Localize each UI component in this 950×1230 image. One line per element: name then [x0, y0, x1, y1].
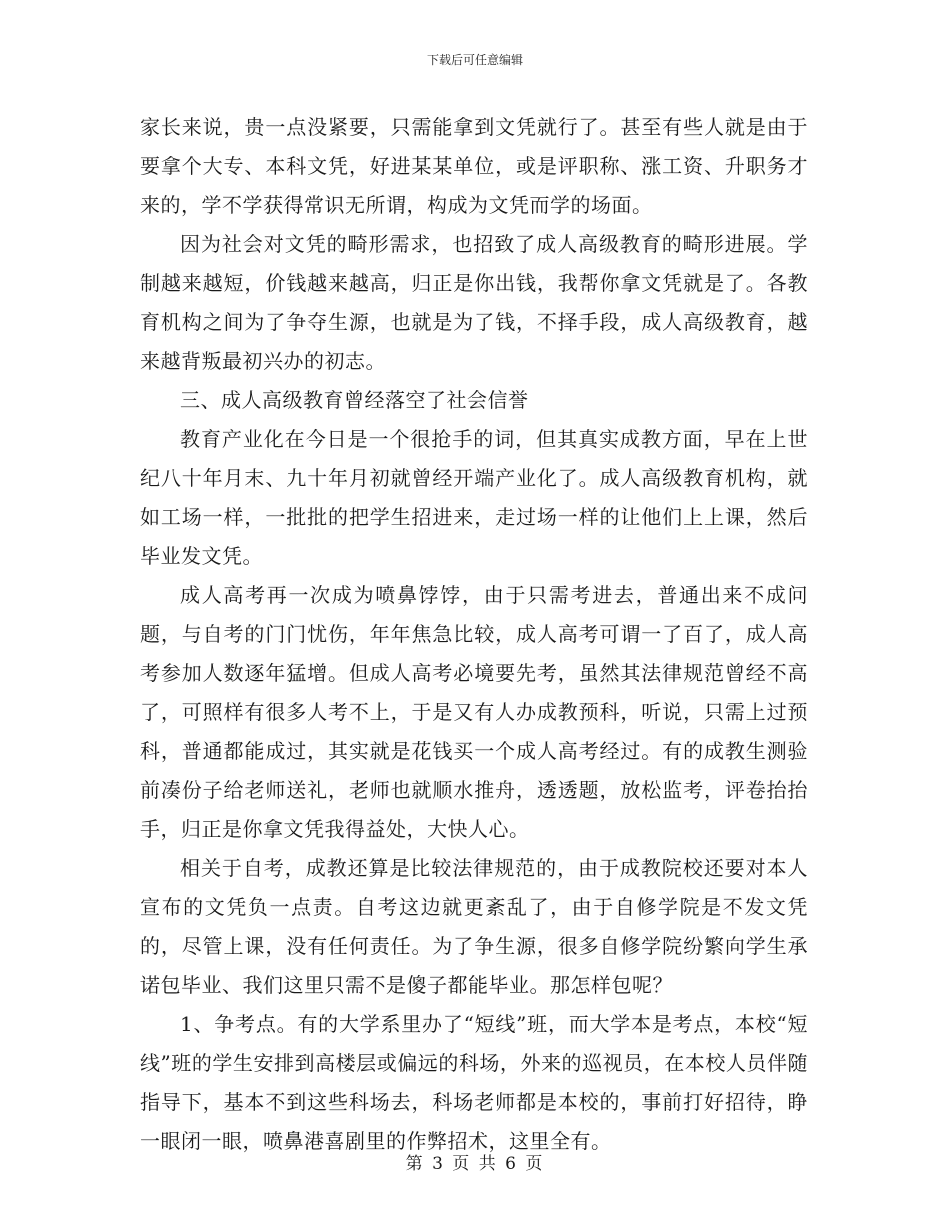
page-header: 下载后可任意编辑: [426, 53, 523, 67]
document-body: [140, 108, 808, 1161]
list-item-paragraph: 1、争考点。有的大学系里办了“短线”班，而大学本是考点，本校“短线”班的学生安排到高楼层或偏远的科场，外来的巡视员，在本校人员伴随指导下，基本不到这些科场去，科场老师都是本校的，事前打好招待，睁一眼闭一眼，喷鼻港喜剧里的作弊招术，这里全有。: [140, 1012, 808, 1153]
paragraph: 成人高考再一次成为喷鼻饽饽，由于只需考进去，普通出来不成问题，与自考的门门忧伤，年年焦急比较，成人高考可谓一了百了，成人高考参加人数逐年猛增。但成人高考必境要先考，虽然其法律规范曾经不高了，可照样有很多人考不上，于是又有人办成教预科，听说，只需上过预科，普通都能成过，其实就是花钱买一个成人高考经过。有的成教生测验前凑份子给老师送礼，老师也就顺水推舟，透透题，放松监考，评卷抬抬手，归正是你拿文凭我得益处，大快人心。: [140, 583, 808, 841]
paragraph: 相关于自考，成教还算是比较法律规范的，由于成教院校还要对本人宣布的文凭负一点责。自考这边就更紊乱了，由于自修学院是不发文凭的，尽管上课，没有任何责任。为了争生源，很多自修学院纷繁向学生承诺包毕业、我们这里只需不是傻子都能毕业。那怎样包呢？: [140, 856, 808, 997]
paragraph: 教育产业化在今日是一个很抢手的词，但其真实成教方面，早在上世纪八十年月末、九十年月初就曾经开端产业化了。成人高级教育机构，就如工场一样，一批批的把学生招进来，走过场一样的让他们上上课，然后毕业发文凭。: [140, 427, 808, 568]
paragraph: 因为社会对文凭的畸形需求，也招致了成人高级教育的畸形进展。学制越来越短，价钱越来越高，归正是你出钱，我帮你拿文凭就是了。各教育机构之间为了争夺生源，也就是为了钱，不择手段，成人高级教育，越来越背叛最初兴办的初志。: [140, 232, 808, 373]
section-heading: 三、成人高级教育曾经落空了社会信誉: [180, 388, 529, 412]
paragraph-continuation: 家长来说，贵一点没紧要，只需能拿到文凭就行了。甚至有些人就是由于要拿个大专、本科文凭，好进某某单位，或是评职称、涨工资、升职务才来的，学不学获得常识无所谓，构成为文凭而学的场面。: [140, 115, 808, 217]
page-number-footer: 第 3 页 共 6 页: [405, 1154, 545, 1174]
